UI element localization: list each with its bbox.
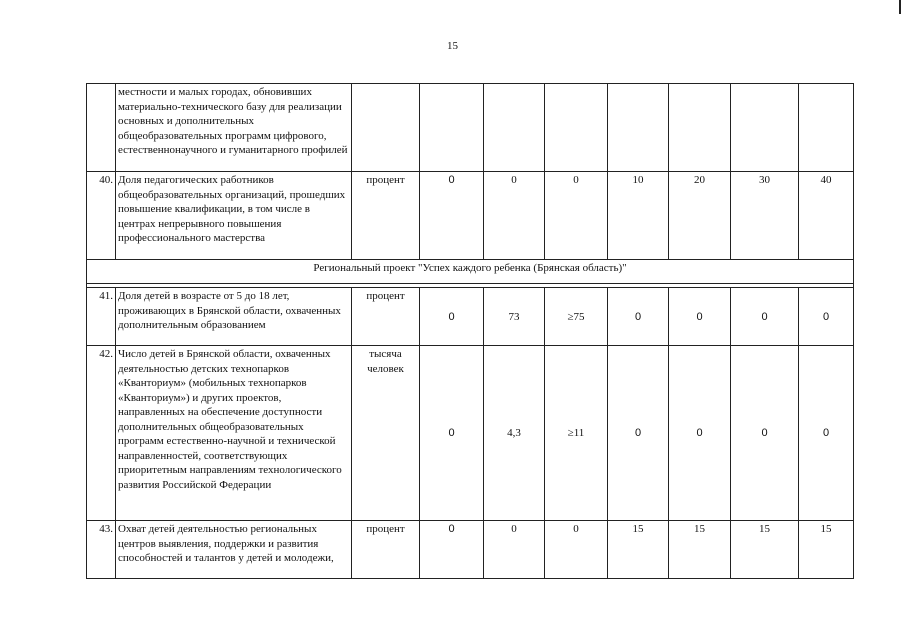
value-cell: 15 <box>799 521 854 579</box>
value-cell: 0 <box>420 172 484 260</box>
row-number: 42. <box>87 346 116 521</box>
unit-cell: процент <box>352 172 420 260</box>
value-cell <box>669 84 731 172</box>
value-cell: 0 <box>799 288 854 346</box>
value-cell: 0 <box>608 346 669 521</box>
row-number <box>87 84 116 172</box>
value-cell: 0 <box>608 288 669 346</box>
value-cell: 0 <box>731 346 799 521</box>
value-cell: 15 <box>669 521 731 579</box>
row-number: 43. <box>87 521 116 579</box>
unit-cell <box>352 84 420 172</box>
table-row <box>87 172 854 260</box>
unit-cell: тысяча человек <box>352 346 420 521</box>
value-cell: 0 <box>420 346 484 521</box>
page-number: 15 <box>447 40 458 52</box>
value-cell: 30 <box>731 172 799 260</box>
value-cell <box>731 84 799 172</box>
value-cell: 0 <box>799 346 854 521</box>
value-cell: 0 <box>731 288 799 346</box>
value-cell: 4,3 <box>484 346 545 521</box>
value-cell: 0 <box>420 288 484 346</box>
unit-cell: процент <box>352 521 420 579</box>
table-row <box>87 346 854 521</box>
value-cell <box>608 84 669 172</box>
row-number: 40. <box>87 172 116 260</box>
value-cell: 15 <box>731 521 799 579</box>
value-cell: 0 <box>484 172 545 260</box>
value-cell: 0 <box>669 288 731 346</box>
value-cell <box>545 84 608 172</box>
value-cell: 20 <box>669 172 731 260</box>
value-cell: 0 <box>484 521 545 579</box>
value-cell <box>484 84 545 172</box>
value-cell: 15 <box>608 521 669 579</box>
value-cell: 10 <box>608 172 669 260</box>
indicators-table <box>86 83 854 579</box>
indicator-description: местности и малых городах, обновивших материально-технического базу для реализации основных и дополнительных общеобразовательных программ цифрового, естественнонаучного и гуманитарного профилей <box>116 84 352 172</box>
value-cell: 0 <box>420 521 484 579</box>
table-row <box>87 521 854 579</box>
row-number: 41. <box>87 288 116 346</box>
indicator-description: Доля педагогических работников общеобразовательных организаций, прошедших повышение квалификации, в том числе в центрах непрерывного повышения профессионального мастерства <box>116 172 352 260</box>
indicator-description: Охват детей деятельностью региональных центров выявления, поддержки и развития способностей и талантов у детей и молодежи, <box>116 521 352 579</box>
section-row <box>87 260 854 284</box>
scan-edge-mark <box>899 0 901 14</box>
value-cell: 0 <box>545 521 608 579</box>
value-cell: ≥75 <box>545 288 608 346</box>
value-cell: 73 <box>484 288 545 346</box>
value-cell: 40 <box>799 172 854 260</box>
indicator-description: Доля детей в возрасте от 5 до 18 лет, проживающих в Брянской области, охваченных дополнительным образованием <box>116 288 352 346</box>
value-cell: ≥11 <box>545 346 608 521</box>
unit-cell: процент <box>352 288 420 346</box>
table-row <box>87 84 854 172</box>
value-cell <box>799 84 854 172</box>
value-cell <box>420 84 484 172</box>
value-cell: 0 <box>545 172 608 260</box>
table-row <box>87 288 854 346</box>
indicator-description: Число детей в Брянской области, охваченных деятельностью детских технопарков «Кванториум» (мобильных технопарков «Кванториум») и других проектов, направленных на обеспечение доступности дополнительных общеобразовательных программ естественно-научной и технической направленностей, соответствующих приоритетным направлениям технологического развития Российской Федерации <box>116 346 352 521</box>
section-title: Региональный проект "Успех каждого ребенка (Брянская область)" <box>87 260 854 284</box>
value-cell: 0 <box>669 346 731 521</box>
